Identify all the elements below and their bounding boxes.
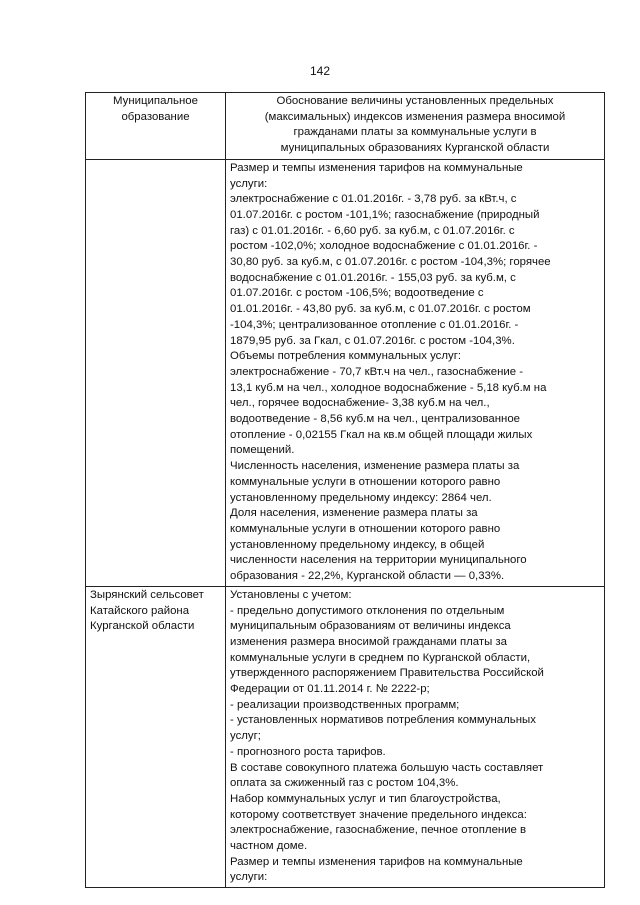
table-row <box>86 586 605 887</box>
table-header-row <box>86 93 605 160</box>
header-justification: Обоснование величины установленных предельных (максимальных) индексов изменения размера вносимой гражданами платы за коммунальные услуги в муниципальных образованиях Курганской области <box>226 93 605 160</box>
municipality-cell: Зырянский сельсовет Катайского района Курганской области <box>86 586 226 887</box>
page-number: 142 <box>309 64 331 78</box>
justification-cell: Размер и темпы изменения тарифов на коммунальные услуги: электроснабжение с 01.01.2016г. - 3,78 руб. за кВт.ч, с 01.07.2016г. с ростом -101,1%; газоснабжение (природный газ) с 01.01.2016г. - 6,60 руб. за куб.м, с 01.07.2016г. с ростом -102,0%; холодное водоснабжение с 01.01.2016г. - 30,80 руб. за куб.м, с 01.07.2016г. с ростом -104,3%; горячее водоснабжение с 01.01.2016г. - 155,03 руб. за куб.м, с 01.07.2016г. с ростом -106,5%; водоотведение с 01.01.2016г. - 43,80 руб. за куб.м, с 01.07.2016г. с ростом -104,3%; централизованное отопление с 01.01.2016г. - 1879,95 руб. за Гкал, с 01.07.2016г. с ростом -104,3%. Объемы потребления коммунальных услуг: электроснабжение - 70,7 кВт.ч на чел., газоснабжение - 13,1 куб.м на чел., холодное водоснабжение - 5,18 куб.м на чел., горячее водоснабжение- 3,38 куб.м на чел., водоотведение - 8,56 куб.м на чел., централизованное отопление - 0,02155 Гкал на кв.м общей площади жилых помещений. Численность населения, изменение размера платы за коммунальные услуги в отношении которого равно установленному предельному индексу: 2864 чел. Доля населения, изменение размера платы за коммунальные услуги в отношении которого равно установленному предельному индексу, в общей численности населения на территории муниципального образования - 22,2%, Курганской области — 0,33%. <box>226 159 605 586</box>
justification-table <box>85 92 605 888</box>
municipality-cell <box>86 159 226 586</box>
header-municipality: Муниципальное образование <box>86 93 226 160</box>
table-row <box>86 159 605 586</box>
justification-cell: Установлены с учетом: - предельно допустимого отклонения по отдельным муниципальным образованиям от величины индекса изменения размера вносимой гражданами платы за коммунальные услуги в среднем по Курганской области, утвержденного распоряжением Правительства Российской Федерации от 01.11.2014 г. № 2222-р; - реализации производственных программ; - установленных нормативов потребления коммунальных услуг; - прогнозного роста тарифов. В составе совокупного платежа большую часть составляет оплата за сжиженный газ с ростом 104,3%. Набор коммунальных услуг и тип благоустройства, которому соответствует значение предельного индекса: электроснабжение, газоснабжение, печное отопление в частном доме. Размер и темпы изменения тарифов на коммунальные услуги: <box>226 586 605 887</box>
